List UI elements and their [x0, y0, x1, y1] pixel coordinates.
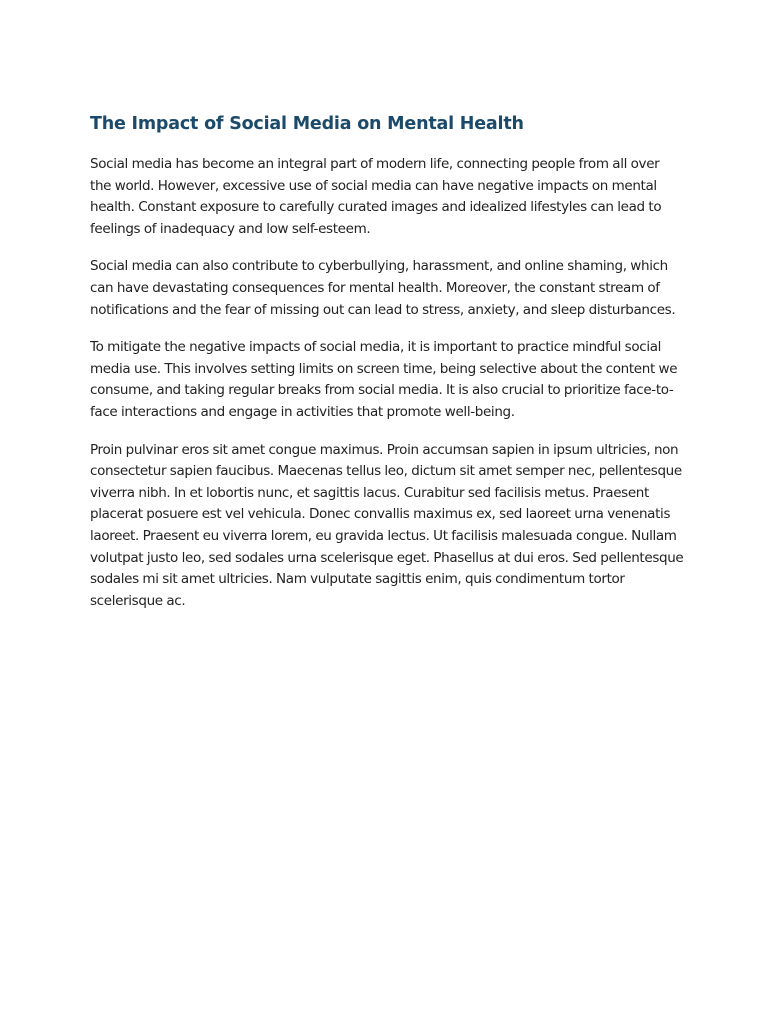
paragraph-1: Social media has become an integral part of modern life, connecting people from all over the world. However, excessive use of social media can have negative impacts on mental health. Constant exposure to carefully curated images and idealized lifestyles can lead to feelings of inadequacy and low self-esteem.: [90, 156, 662, 237]
paragraph-2: Social media can also contribute to cyberbullying, harassment, and online shaming, which can have devastating consequences for mental health. Moreover, the constant stream of notifications and the fear of missing out can lead to stress, anxiety, and sleep disturbances.: [90, 258, 676, 318]
paragraph-3: To mitigate the negative impacts of social media, it is important to practice mindful social media use. This involves setting limits on screen time, being selective about the content we consume, and taking regular breaks from social media. It is also crucial to prioritize face-to-face interactions and engage in activities that promote well-being.: [90, 339, 678, 420]
document-title: The Impact of Social Media on Mental Health: [90, 114, 524, 134]
document-content: [90, 111, 684, 628]
paragraph-4: Proin pulvinar eros sit amet congue maximus. Proin accumsan sapien in ipsum ultricies, non consectetur sapien faucibus. Maecenas tellus leo, dictum sit amet semper nec, pellentesque viverra nibh. In et lobortis nunc, et sagittis lacus. Curabitur sed facilisis metus. Praesent placerat posuere est vel vehicula. Donec convallis maximus ex, sed laoreet urna venenatis laoreet. Praesent eu viverra lorem, eu gravida lectus. Ut facilisis malesuada congue. Nullam volutpat justo leo, sed sodales urna scelerisque eget. Phasellus at dui eros. Sed pellentesque sodales mi sit amet ultricies. Nam vulputate sagittis enim, quis condimentum tortor scelerisque ac.: [90, 441, 684, 609]
